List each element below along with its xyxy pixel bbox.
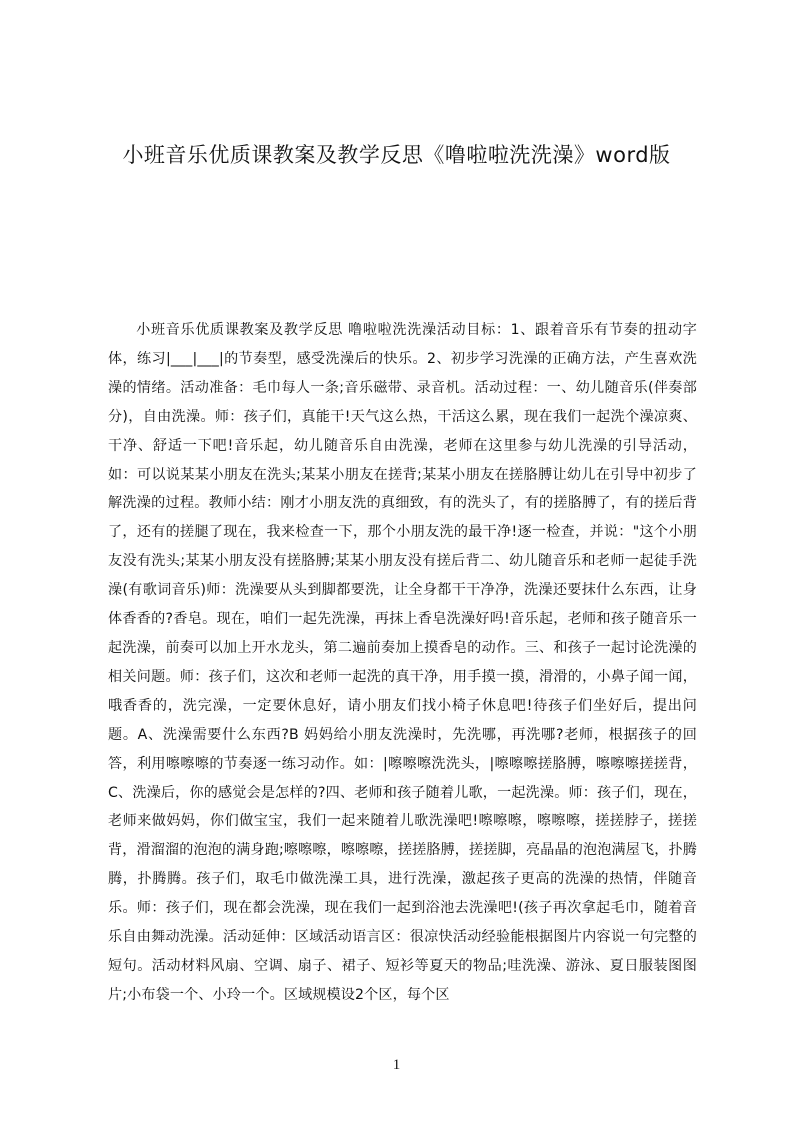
document-body-paragraph: 小班音乐优质课教案及教学反思 噜啦啦洗洗澡活动目标：1、跟着音乐有节奏的扭动字体，练习|___|___|的节奏型，感受洗澡后的快乐。2、初步学习洗澡的正确方法，产生喜欢洗澡的情绪。活动准备：毛巾每人一条;音乐磁带、录音机。活动过程：一、幼儿随音乐(伴奏部分)，自由洗澡。师：孩子们，真能干!天气这么热，干活这么累，现在我们一起洗个澡凉爽、干净、舒适一下吧!音乐起，幼儿随音乐自由洗澡，老师在这里参与幼儿洗澡的引导活动，如：可以说某某小朋友在洗头;某某小朋友在搓背;某某小朋友在搓胳膊让幼儿在引导中初步了解洗澡的过程。教师小结：刚才小朋友洗的真细致，有的洗头了，有的搓胳膊了，有的搓后背了，还有的搓腿了现在，我来检查一下，那个小朋友洗的最干净!逐一检查，并说："这个小朋友没有洗头;某某小朋友没有搓胳膊;某某小朋友没有搓后背二、幼儿随音乐和老师一起徒手洗澡(有歌词音乐)师：洗澡要从头到脚都要洗，让全身都干干净净，洗澡还要抹什么东西，让身体香香的?香皂。现在，咱们一起先洗澡，再抹上香皂洗澡好吗!音乐起，老师和孩子随音乐一起洗澡，前奏可以加上开水龙头，第二遍前奏加上摸香皂的动作。三、和孩子一起讨论洗澡的相关问题。师：孩子们，这次和老师一起洗的真干净，用手摸一摸，滑滑的，小鼻子闻一闻，哦香香的，洗完澡，一定要休息好，请小朋友们找小椅子休息吧!待孩子们坐好后，提出问题。A、洗澡需要什么东西?B 妈妈给小朋友洗澡时，先洗哪，再洗哪?老师，根据孩子的回答，利用嚓嚓嚓的节奏逐一练习动作。如：|嚓嚓嚓洗洗头，|嚓嚓嚓搓胳膊，嚓嚓嚓搓搓背，C、洗澡后，你的感觉会是怎样的?四、老师和孩子随着儿歌，一起洗澡。师：孩子们，现在，老师来做妈妈，你们做宝宝，我们一起来随着儿歌洗澡吧!嚓嚓嚓，嚓嚓嚓，搓搓脖子，搓搓背，滑溜溜的泡泡的满身跑;嚓嚓嚓，嚓嚓嚓，搓搓胳膊，搓搓脚，亮晶晶的泡泡满屋飞，扑腾腾，扑腾腾。孩子们，取毛巾做洗澡工具，进行洗澡，激起孩子更高的洗澡的热情，伴随音乐。师：孩子们，现在都会洗澡，现在我们一起到浴池去洗澡吧!(孩子再次拿起毛巾，随着音乐自由舞动洗澡。活动延伸：区域活动语言区：很凉快活动经验能根据图片内容说一句完整的短句。活动材料风扇、空调、扇子、裙子、短衫等夏天的物品;哇洗澡、游泳、夏日服装图图片;小布袋一个、小玲一个。区域规模设2个区，每个区 <box>108 322 697 1003</box>
page-number: 1 <box>392 1057 401 1073</box>
document-title: 小班音乐优质课教案及教学反思《噜啦啦洗洗澡》word版 <box>122 143 671 167</box>
